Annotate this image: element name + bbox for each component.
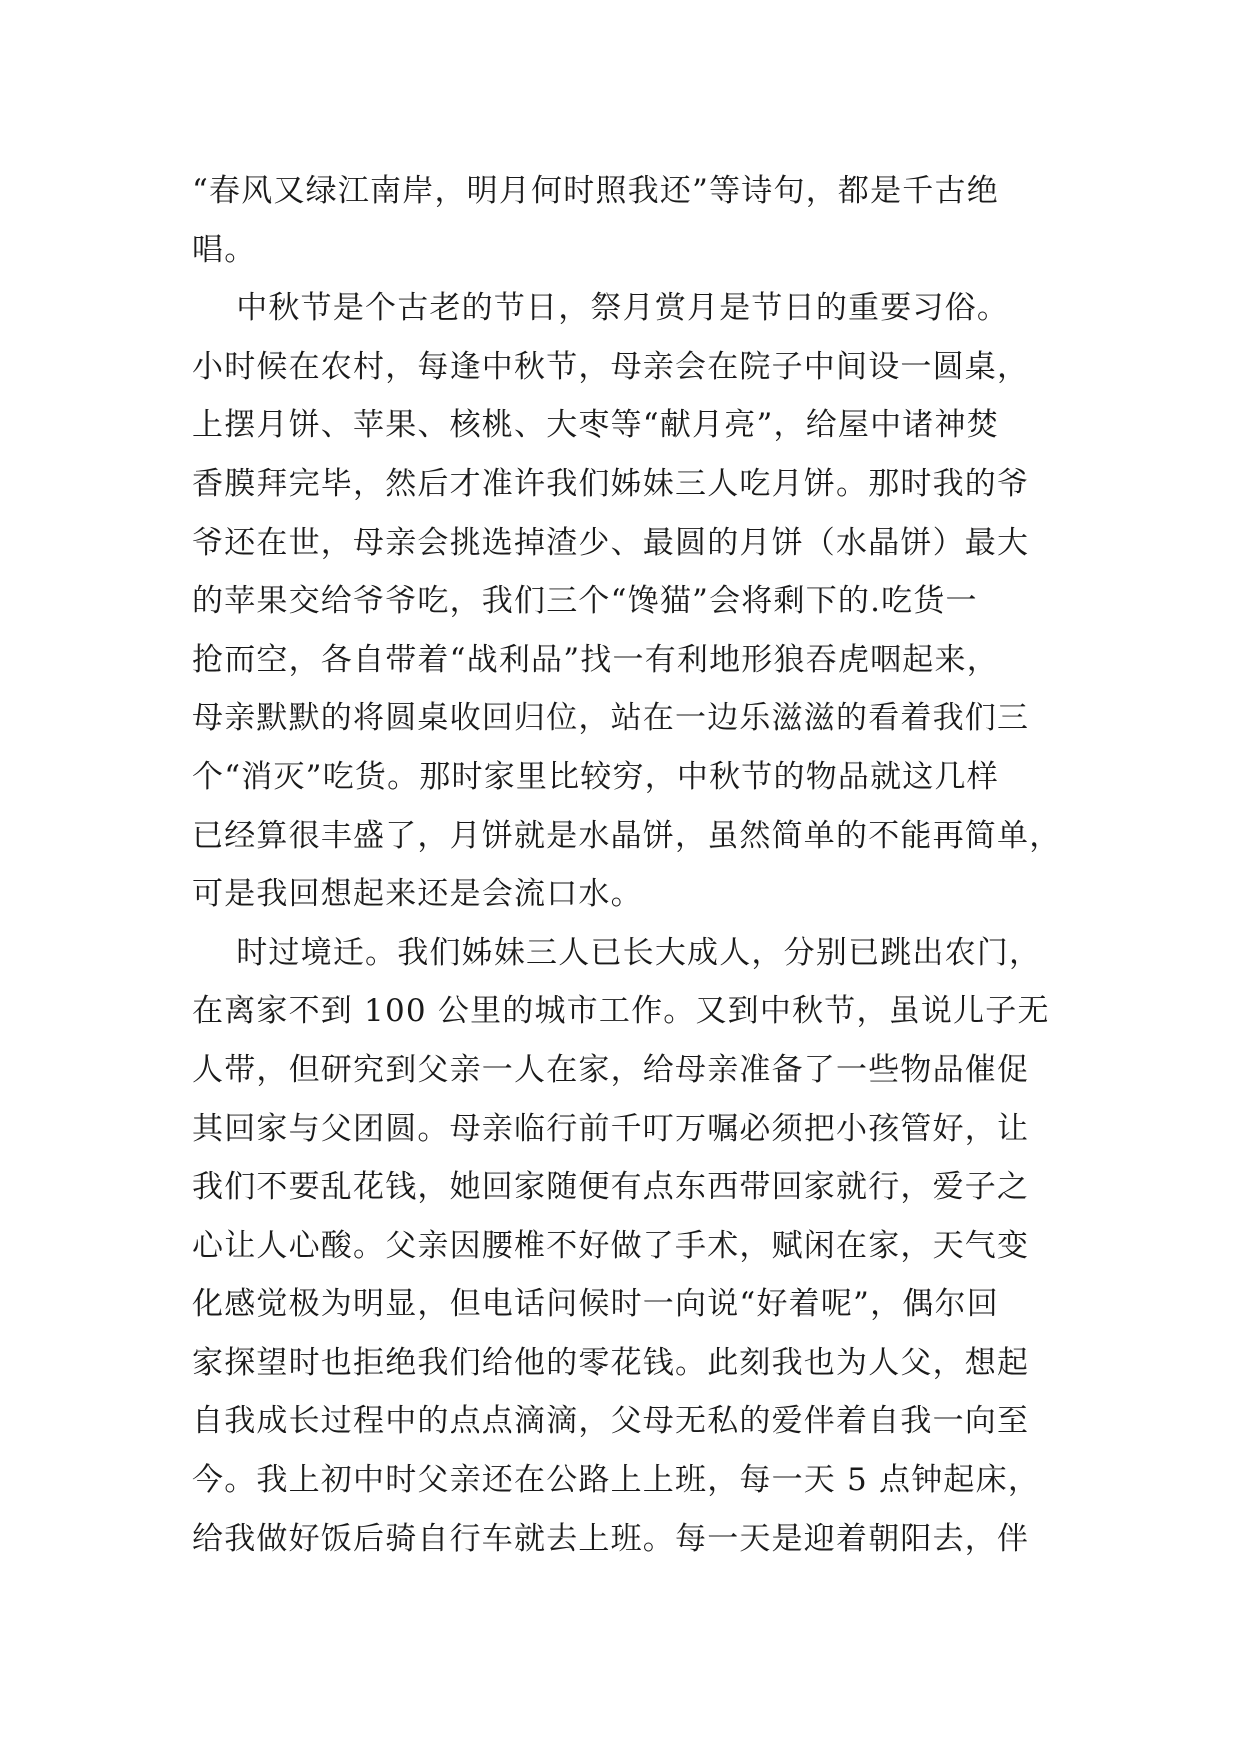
text-line: 母亲默默的将圆桌收回归位，站在一边乐滋滋的看着我们三: [192, 700, 1030, 737]
text-line: 心让人心酸。父亲因腰椎不好做了手术，赋闲在家，天气变: [192, 1227, 1030, 1264]
text-line: 小时候在农村，每逢中秋节，母亲会在院子中间设一圆桌，: [192, 348, 1030, 385]
text-line: 今。我上初中时父亲还在公路上上班，每一天 5 点钟起床，: [192, 1462, 1041, 1499]
document-body: [192, 162, 1072, 1568]
text-line: 抢而空，各自带着“战利品”找一有利地形狼吞虎咽起来，: [192, 641, 999, 678]
text-line: 家探望时也拒绝我们给他的零花钱。此刻我也为人父，想起: [192, 1344, 1030, 1381]
text-line: 自我成长过程中的点点滴滴，父母无私的爱伴着自我一向至: [192, 1403, 1030, 1440]
text-line: 爷还在世，母亲会挑选掉渣少、最圆的月饼（水晶饼）最大: [192, 524, 1030, 561]
text-line: 其回家与父团圆。母亲临行前千叮万嘱必须把小孩管好，让: [192, 1110, 1030, 1147]
text-line: 可是我回想起来还是会流口水。: [192, 876, 643, 913]
text-line: 的苹果交给爷爷吃，我们三个“馋猫”会将剩下的.吃货一: [192, 583, 978, 620]
text-line: 给我做好饭后骑自行车就去上班。每一天是迎着朝阳去，伴: [192, 1520, 1030, 1557]
text-line: 中秋节是个古老的节日，祭月赏月是节日的重要习俗。: [192, 290, 1010, 327]
text-line: 时过境迁。我们姊妹三人已长大成人，分别已跳出农门，: [192, 934, 1042, 971]
text-line: “春风又绿江南岸，明月何时照我还”等诗句，都是千古绝: [192, 173, 999, 209]
text-line: 唱。: [192, 231, 257, 268]
text-line: 化感觉极为明显，但电话问候时一向说“好着呢”，偶尔回: [192, 1286, 999, 1323]
text-line: 上摆月饼、苹果、核桃、大枣等“献月亮”，给屋中诸神焚: [192, 407, 999, 444]
text-line: 在离家不到 100 公里的城市工作。又到中秋节，虽说儿子无: [192, 993, 1050, 1030]
text-line: 我们不要乱花钱，她回家随便有点东西带回家就行，爱子之: [192, 1169, 1030, 1206]
text-line: 已经算很丰盛了，月饼就是水晶饼，虽然简单的不能再简单，: [192, 817, 1062, 854]
text-line: 个“消灭”吃货。那时家里比较穷，中秋节的物品就这几样: [192, 758, 999, 795]
text-line: 人带，但研究到父亲一人在家，给母亲准备了一些物品催促: [192, 1051, 1030, 1088]
text-line: 香膜拜完毕，然后才准许我们姊妹三人吃月饼。那时我的爷: [192, 465, 1030, 502]
